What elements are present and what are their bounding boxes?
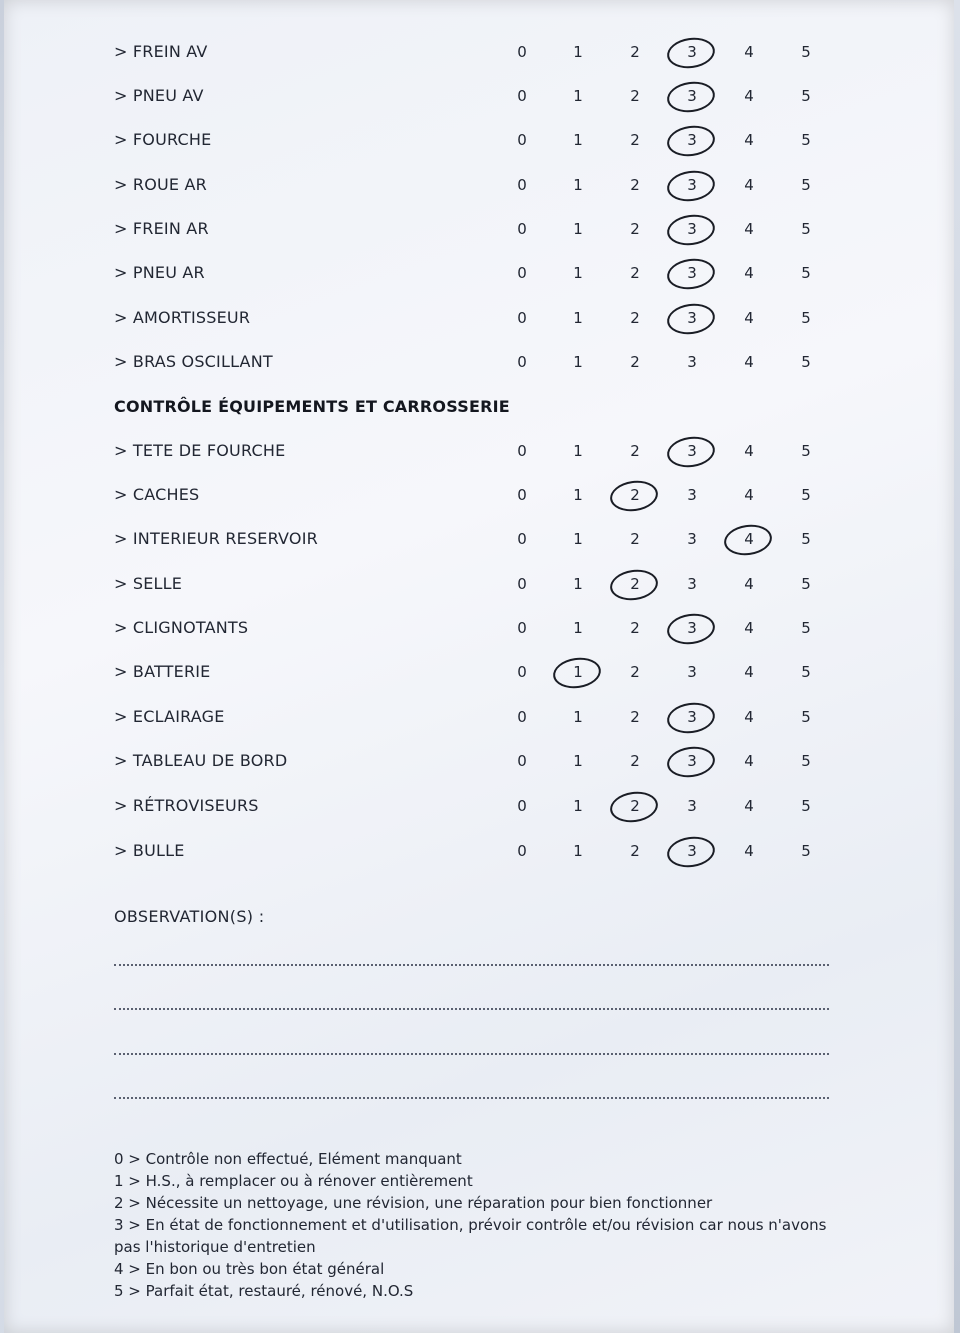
score-option[interactable]: 1: [573, 752, 583, 770]
score-option[interactable]: 5: [801, 220, 811, 238]
inspection-row: [4, 81, 954, 111]
score-option[interactable]: 1: [573, 87, 583, 105]
score-option[interactable]: 1: [573, 131, 583, 149]
score-option[interactable]: 5: [801, 575, 811, 593]
observation-line[interactable]: [114, 1008, 829, 1010]
score-option[interactable]: 1: [573, 797, 583, 815]
score-option[interactable]: 0: [517, 486, 527, 504]
score-option[interactable]: 2: [630, 353, 640, 371]
score-option[interactable]: 0: [517, 353, 527, 371]
score-option[interactable]: 1: [573, 442, 583, 460]
score-option[interactable]: 4: [744, 797, 754, 815]
score-option[interactable]: 2: [630, 619, 640, 637]
circled-score[interactable]: 3: [680, 214, 704, 244]
score-option[interactable]: 2: [630, 220, 640, 238]
item-label: > FOURCHE: [114, 130, 212, 149]
score-option[interactable]: 1: [573, 708, 583, 726]
score-option[interactable]: 5: [801, 708, 811, 726]
inspection-row: [4, 836, 954, 866]
item-label: > ROUE AR: [114, 175, 207, 194]
item-label: > TABLEAU DE BORD: [114, 751, 288, 770]
inspection-row: [4, 125, 954, 155]
circled-score[interactable]: 3: [680, 613, 704, 643]
circled-score[interactable]: 3: [680, 258, 704, 288]
legend-item: 4 > En bon ou très bon état général: [114, 1260, 385, 1278]
score-option[interactable]: 5: [801, 663, 811, 681]
inspection-row: [4, 258, 954, 288]
score-option[interactable]: 1: [573, 575, 583, 593]
score-option[interactable]: 1: [573, 530, 583, 548]
score-option[interactable]: 4: [744, 87, 754, 105]
inspection-row: [4, 303, 954, 333]
score-option[interactable]: 3: [687, 797, 697, 815]
score-option[interactable]: 0: [517, 264, 527, 282]
circled-score[interactable]: 3: [680, 436, 704, 466]
item-label: > CLIGNOTANTS: [114, 618, 249, 637]
score-option[interactable]: 5: [801, 486, 811, 504]
inspection-row: [4, 569, 954, 599]
score-option[interactable]: 0: [517, 176, 527, 194]
score-option[interactable]: 5: [801, 797, 811, 815]
score-option[interactable]: 1: [573, 309, 583, 327]
score-option[interactable]: 5: [801, 264, 811, 282]
inspection-row: [4, 347, 954, 377]
inspection-row: [4, 791, 954, 821]
inspection-row: [4, 702, 954, 732]
score-option[interactable]: 4: [744, 752, 754, 770]
score-option[interactable]: 4: [744, 131, 754, 149]
legend-item: 0 > Contrôle non effectué, Elément manquant: [114, 1150, 462, 1168]
inspection-row: [4, 436, 954, 466]
item-label: > AMORTISSEUR: [114, 308, 251, 327]
circled-score[interactable]: 3: [680, 125, 704, 155]
score-option[interactable]: 3: [687, 486, 697, 504]
score-option[interactable]: 1: [573, 486, 583, 504]
item-label: > INTERIEUR RESERVOIR: [114, 529, 318, 548]
observation-line[interactable]: [114, 964, 829, 966]
observation-line[interactable]: [114, 1053, 829, 1055]
score-option[interactable]: 0: [517, 43, 527, 61]
score-option[interactable]: 0: [517, 530, 527, 548]
score-option[interactable]: 2: [630, 309, 640, 327]
score-option[interactable]: 4: [744, 43, 754, 61]
score-option[interactable]: 4: [744, 663, 754, 681]
score-option[interactable]: 4: [744, 176, 754, 194]
score-option[interactable]: 0: [517, 87, 527, 105]
score-option[interactable]: 2: [630, 842, 640, 860]
item-label: > FREIN AR: [114, 219, 209, 238]
score-option[interactable]: 5: [801, 752, 811, 770]
score-option[interactable]: 2: [630, 752, 640, 770]
score-option[interactable]: 2: [630, 663, 640, 681]
score-option[interactable]: 0: [517, 752, 527, 770]
score-option[interactable]: 5: [801, 131, 811, 149]
score-option[interactable]: 5: [801, 43, 811, 61]
item-label: > BULLE: [114, 841, 185, 860]
score-option[interactable]: 3: [687, 575, 697, 593]
score-option[interactable]: 5: [801, 842, 811, 860]
circled-score[interactable]: 3: [680, 702, 704, 732]
score-option[interactable]: 5: [801, 87, 811, 105]
score-option[interactable]: 0: [517, 575, 527, 593]
legend-item: 2 > Nécessite un nettoyage, une révision, une réparation pour bien fonctionner: [114, 1194, 713, 1212]
circled-score[interactable]: 3: [680, 170, 704, 200]
score-option[interactable]: 5: [801, 353, 811, 371]
legend-item: 1 > H.S., à remplacer ou à rénover entièrement: [114, 1172, 473, 1190]
score-option[interactable]: 4: [744, 309, 754, 327]
observations-label: OBSERVATION(S) :: [114, 907, 265, 926]
circled-score[interactable]: 3: [680, 303, 704, 333]
inspection-row: [4, 657, 954, 687]
circled-score[interactable]: 3: [680, 836, 704, 866]
inspection-row: [4, 170, 954, 200]
item-label: > BATTERIE: [114, 662, 211, 681]
score-option[interactable]: 3: [687, 353, 697, 371]
section-heading: CONTRÔLE ÉQUIPEMENTS ET CARROSSERIE: [114, 397, 510, 416]
score-option[interactable]: 1: [573, 353, 583, 371]
score-option[interactable]: 0: [517, 663, 527, 681]
score-option[interactable]: 4: [744, 220, 754, 238]
item-label: > BRAS OSCILLANT: [114, 352, 273, 371]
score-option[interactable]: 5: [801, 619, 811, 637]
score-option[interactable]: 0: [517, 220, 527, 238]
score-option[interactable]: 4: [744, 442, 754, 460]
score-option[interactable]: 4: [744, 353, 754, 371]
score-option[interactable]: 2: [630, 43, 640, 61]
score-option[interactable]: 3: [687, 530, 697, 548]
observation-line[interactable]: [114, 1097, 829, 1099]
item-label: > FREIN AV: [114, 42, 208, 61]
score-option[interactable]: 4: [744, 619, 754, 637]
score-option[interactable]: 1: [573, 43, 583, 61]
score-option[interactable]: 4: [744, 486, 754, 504]
circled-score[interactable]: 2: [623, 791, 647, 821]
rating-legend: [114, 1148, 834, 1302]
score-option[interactable]: 0: [517, 309, 527, 327]
item-label: > SELLE: [114, 574, 183, 593]
inspection-row: [4, 524, 954, 554]
inspection-row: [4, 37, 954, 67]
score-option[interactable]: 5: [801, 309, 811, 327]
inspection-row: [4, 214, 954, 244]
item-label: > RÉTROVISEURS: [114, 796, 259, 815]
item-label: > PNEU AR: [114, 263, 205, 282]
score-option[interactable]: 0: [517, 619, 527, 637]
inspection-row: [4, 746, 954, 776]
circled-score[interactable]: 2: [623, 569, 647, 599]
score-option[interactable]: 4: [744, 842, 754, 860]
score-option[interactable]: 0: [517, 842, 527, 860]
item-label: > ECLAIRAGE: [114, 707, 225, 726]
score-option[interactable]: 0: [517, 131, 527, 149]
score-option[interactable]: 2: [630, 708, 640, 726]
inspection-row: [4, 480, 954, 510]
circled-score[interactable]: 4: [737, 524, 761, 554]
score-option[interactable]: 5: [801, 442, 811, 460]
item-label: > PNEU AV: [114, 86, 204, 105]
score-option[interactable]: 4: [744, 264, 754, 282]
circled-score[interactable]: 3: [680, 37, 704, 67]
score-option[interactable]: 1: [573, 220, 583, 238]
score-option[interactable]: 4: [744, 708, 754, 726]
circled-score[interactable]: 2: [623, 480, 647, 510]
inspection-row: [4, 613, 954, 643]
score-option[interactable]: 5: [801, 530, 811, 548]
circled-score[interactable]: 3: [680, 746, 704, 776]
item-label: > CACHES: [114, 485, 200, 504]
score-option[interactable]: 0: [517, 442, 527, 460]
score-option[interactable]: 4: [744, 575, 754, 593]
circled-score[interactable]: 1: [566, 657, 590, 687]
score-option[interactable]: 1: [573, 176, 583, 194]
legend-item: 5 > Parfait état, restauré, rénové, N.O.S: [114, 1282, 414, 1300]
score-option[interactable]: 2: [630, 530, 640, 548]
score-option[interactable]: 0: [517, 797, 527, 815]
score-option[interactable]: 2: [630, 176, 640, 194]
score-option[interactable]: 2: [630, 87, 640, 105]
score-option[interactable]: 2: [630, 442, 640, 460]
score-option[interactable]: 1: [573, 842, 583, 860]
circled-score[interactable]: 3: [680, 81, 704, 111]
score-option[interactable]: 1: [573, 619, 583, 637]
score-option[interactable]: 2: [630, 131, 640, 149]
score-option[interactable]: 2: [630, 264, 640, 282]
inspection-sheet: [4, 0, 954, 1333]
item-label: > TETE DE FOURCHE: [114, 441, 286, 460]
score-option[interactable]: 1: [573, 264, 583, 282]
legend-item: 3 > En état de fonctionnement et d'utilisation, prévoir contrôle et/ou révision car nous n'avons pas l'historique d'entretien: [114, 1216, 827, 1256]
score-option[interactable]: 3: [687, 663, 697, 681]
score-option[interactable]: 0: [517, 708, 527, 726]
score-option[interactable]: 5: [801, 176, 811, 194]
